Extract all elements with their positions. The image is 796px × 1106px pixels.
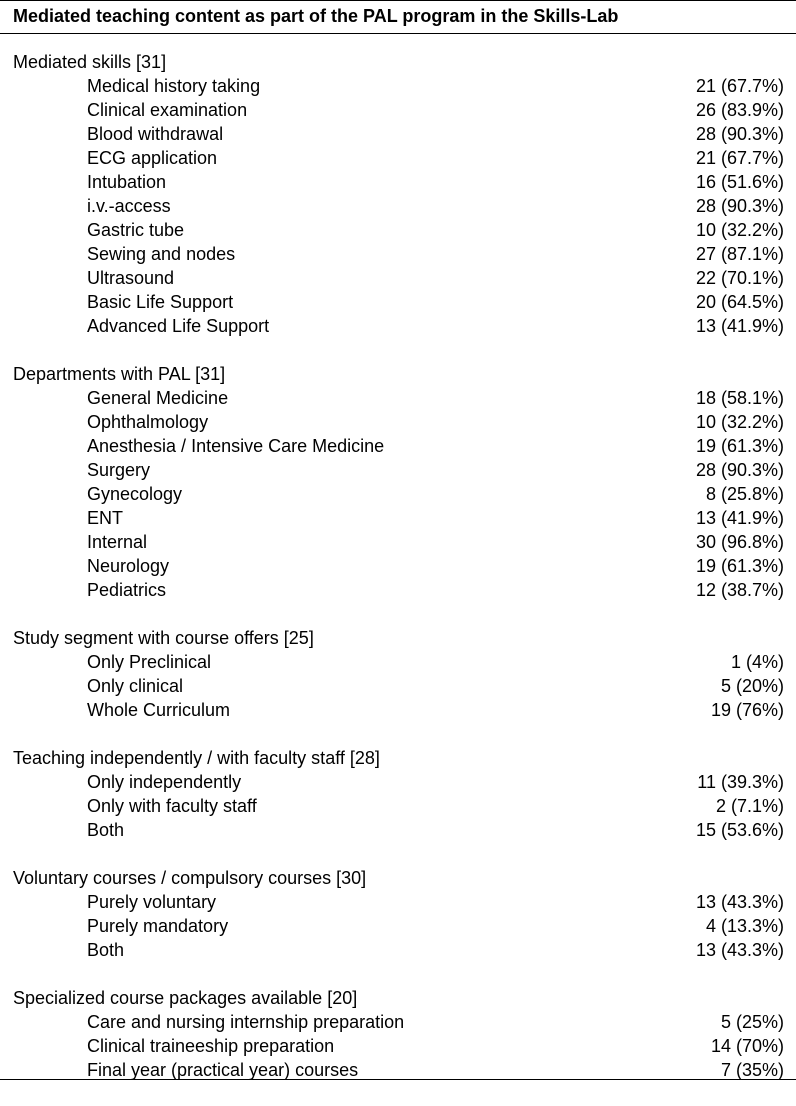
row-value: 13 (43.3%) <box>695 892 784 912</box>
row-label: Both <box>87 940 125 960</box>
table-row <box>0 146 796 170</box>
row-value: 13 (43.3%) <box>695 940 784 960</box>
table-row <box>0 506 796 530</box>
row-label: Clinical traineeship preparation <box>87 1036 335 1056</box>
row-label: ECG application <box>87 148 218 168</box>
row-value: 13 (41.9%) <box>695 508 784 528</box>
row-value: 7 (35%) <box>720 1060 784 1080</box>
row-label: Only clinical <box>87 676 184 696</box>
row-label: Both <box>87 820 125 840</box>
row-value: 10 (32.2%) <box>695 220 784 240</box>
table-section <box>0 866 796 962</box>
table-row <box>0 530 796 554</box>
row-value: 19 (61.3%) <box>695 556 784 576</box>
table-row <box>0 290 796 314</box>
table-row <box>0 650 796 674</box>
row-label: Sewing and nodes <box>87 244 236 264</box>
row-value: 15 (53.6%) <box>695 820 784 840</box>
table-row <box>0 938 796 962</box>
row-value: 5 (20%) <box>720 676 784 696</box>
row-label: Ophthalmology <box>87 412 209 432</box>
table-row <box>0 1010 796 1034</box>
row-label: i.v.-access <box>87 196 171 216</box>
table-row <box>0 410 796 434</box>
table-row <box>0 578 796 602</box>
row-label: Only Preclinical <box>87 652 212 672</box>
table-title: Mediated teaching content as part of the PAL program in the Skills-Lab <box>13 6 619 26</box>
row-label: Gastric tube <box>87 220 185 240</box>
table-row <box>0 194 796 218</box>
row-value: 16 (51.6%) <box>695 172 784 192</box>
table-section <box>0 746 796 842</box>
table-row <box>0 242 796 266</box>
table-section <box>0 626 796 722</box>
table-row <box>0 434 796 458</box>
row-label: Intubation <box>87 172 167 192</box>
row-value: 19 (61.3%) <box>695 436 784 456</box>
row-value: 20 (64.5%) <box>695 292 784 312</box>
row-value: 27 (87.1%) <box>695 244 784 264</box>
table-row <box>0 122 796 146</box>
row-value: 12 (38.7%) <box>695 580 784 600</box>
row-label: Care and nursing internship preparation <box>87 1012 405 1032</box>
row-value: 5 (25%) <box>720 1012 784 1032</box>
row-label: Advanced Life Support <box>87 316 270 336</box>
table-section <box>0 50 796 338</box>
table-row <box>0 1034 796 1058</box>
row-label: Basic Life Support <box>87 292 234 312</box>
row-label: Gynecology <box>87 484 183 504</box>
row-label: ENT <box>87 508 123 528</box>
row-value: 28 (90.3%) <box>695 196 784 216</box>
row-label: Clinical examination <box>87 100 248 120</box>
table-top-rule <box>0 0 796 1</box>
section-header: Study segment with course offers [25] <box>13 628 314 648</box>
table-bottom-rule <box>0 1079 796 1080</box>
table-row <box>0 74 796 98</box>
table-row <box>0 698 796 722</box>
section-header: Departments with PAL [31] <box>13 364 226 384</box>
row-label: Whole Curriculum <box>87 700 231 720</box>
table-row <box>0 794 796 818</box>
row-value: 4 (13.3%) <box>705 916 784 936</box>
row-value: 2 (7.1%) <box>715 796 784 816</box>
row-value: 18 (58.1%) <box>695 388 784 408</box>
table-row <box>0 770 796 794</box>
table-row <box>0 914 796 938</box>
section-header: Voluntary courses / compulsory courses [30] <box>13 868 367 888</box>
row-value: 1 (4%) <box>730 652 784 672</box>
section-header: Specialized course packages available [20] <box>13 988 358 1008</box>
table-row <box>0 554 796 578</box>
row-value: 19 (76%) <box>710 700 784 720</box>
table-row <box>0 818 796 842</box>
table-row <box>0 458 796 482</box>
row-value: 26 (83.9%) <box>695 100 784 120</box>
row-value: 13 (41.9%) <box>695 316 784 336</box>
row-value: 22 (70.1%) <box>695 268 784 288</box>
table-row <box>0 98 796 122</box>
row-label: Blood withdrawal <box>87 124 224 144</box>
row-value: 14 (70%) <box>710 1036 784 1056</box>
row-label: Surgery <box>87 460 151 480</box>
table-row <box>0 890 796 914</box>
row-label: Final year (practical year) courses <box>87 1060 359 1080</box>
table-section <box>0 362 796 602</box>
row-value: 11 (39.3%) <box>697 772 784 792</box>
row-value: 28 (90.3%) <box>695 460 784 480</box>
table-row <box>0 266 796 290</box>
row-value: 21 (67.7%) <box>695 76 784 96</box>
row-label: Ultrasound <box>87 268 175 288</box>
table-row <box>0 386 796 410</box>
table-row <box>0 218 796 242</box>
table-section <box>0 986 796 1082</box>
row-label: Internal <box>87 532 148 552</box>
row-label: Only with faculty staff <box>87 796 257 816</box>
row-label: Anesthesia / Intensive Care Medicine <box>87 436 385 456</box>
table-row <box>0 314 796 338</box>
row-label: Only independently <box>87 772 242 792</box>
row-value: 21 (67.7%) <box>695 148 784 168</box>
row-label: Purely mandatory <box>87 916 229 936</box>
row-label: Medical history taking <box>87 76 261 96</box>
row-value: 8 (25.8%) <box>705 484 784 504</box>
section-header: Mediated skills [31] <box>13 52 167 72</box>
table-row <box>0 482 796 506</box>
row-value: 10 (32.2%) <box>695 412 784 432</box>
table-row <box>0 674 796 698</box>
row-label: General Medicine <box>87 388 229 408</box>
row-value: 28 (90.3%) <box>695 124 784 144</box>
table-body <box>0 50 796 1106</box>
table-header-rule <box>0 33 796 34</box>
table-row <box>0 170 796 194</box>
section-header: Teaching independently / with faculty staff [28] <box>13 748 380 768</box>
row-value: 30 (96.8%) <box>695 532 784 552</box>
row-label: Neurology <box>87 556 170 576</box>
row-label: Purely voluntary <box>87 892 217 912</box>
row-label: Pediatrics <box>87 580 167 600</box>
